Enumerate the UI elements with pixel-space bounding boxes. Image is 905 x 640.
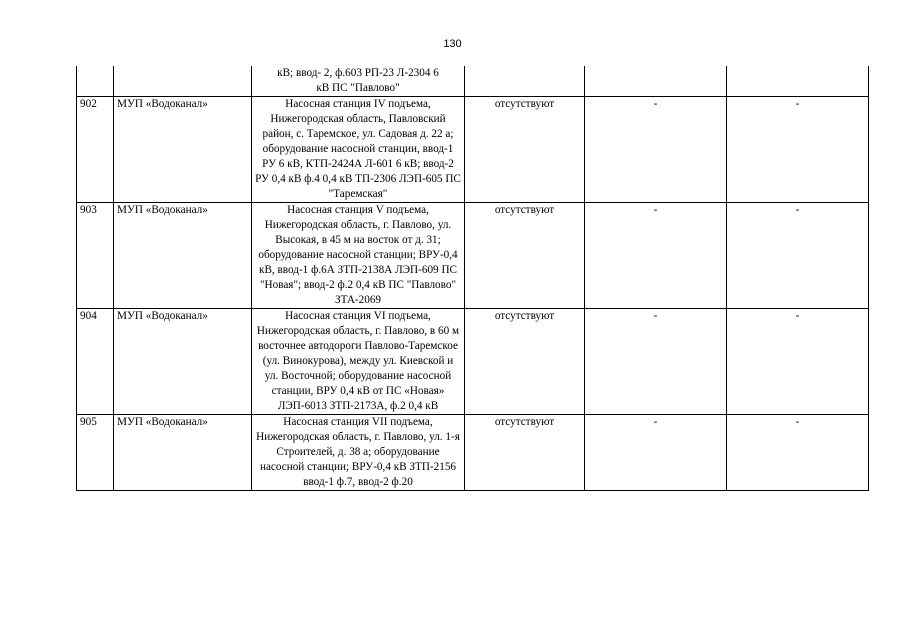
page-number: 130 (443, 38, 462, 50)
cell-num: 902 (77, 97, 114, 203)
cell-status (465, 66, 585, 97)
cell-col6: - (727, 309, 869, 415)
table-row (77, 309, 869, 415)
cell-col6 (727, 66, 869, 97)
registry-table (76, 66, 869, 491)
table-row (77, 415, 869, 491)
cell-org: МУП «Водоканал» (114, 415, 252, 491)
table-row (77, 97, 869, 203)
cell-org: МУП «Водоканал» (114, 309, 252, 415)
cell-org: МУП «Водоканал» (114, 203, 252, 309)
cell-status: отсутствуют (465, 97, 585, 203)
cell-num: 905 (77, 415, 114, 491)
cell-col6: - (727, 203, 869, 309)
cell-col6: - (727, 415, 869, 491)
cell-status: отсутствуют (465, 203, 585, 309)
cell-num (77, 66, 114, 97)
cell-description: Насосная станция VI подъема, Нижегородская область, г. Павлово, в 60 м восточнее автодороги Павлово-Таремское (ул. Винокурова), между ул. Киевской и ул. Восточной; оборудование насосной станции, ВРУ 0,4 кВ от ПС «Новая» ЛЭП-6013 ЗТП-2173А, ф.2 0,4 кВ (252, 309, 465, 415)
cell-col6: - (727, 97, 869, 203)
cell-col5 (585, 66, 727, 97)
cell-description: кВ; ввод- 2, ф.603 РП-23 Л-2304 6 кВ ПС "Павлово" (252, 66, 465, 97)
cell-status: отсутствуют (465, 415, 585, 491)
cell-org (114, 66, 252, 97)
cell-description: Насосная станция V подъема, Нижегородская область, г. Павлово, ул. Высокая, в 45 м на восток от д. 31; оборудование насосной станции; ВРУ-0,4 кВ, ввод-1 ф.6А ЗТП-2138А ЛЭП-609 ПС "Новая"; ввод-2 ф.2 0,4 кВ ПС "Павлово" ЗТА-2069 (252, 203, 465, 309)
table-row (77, 203, 869, 309)
cell-status: отсутствуют (465, 309, 585, 415)
cell-num: 904 (77, 309, 114, 415)
cell-org: МУП «Водоканал» (114, 97, 252, 203)
cell-col5: - (585, 97, 727, 203)
cell-num: 903 (77, 203, 114, 309)
cell-description: Насосная станция IV подъема, Нижегородская область, Павловский район, с. Таремское, ул. Садовая д. 22 а; оборудование насосной станции, ввод-1 РУ 6 кВ, КТП-2424А Л-601 6 кВ; ввод-2 РУ 0,4 кВ ф.4 0,4 кВ ТП-2306 ЛЭП-605 ПС "Таремская" (252, 97, 465, 203)
cell-col5: - (585, 415, 727, 491)
cell-description: Насосная станция VII подъема, Нижегородская область, г. Павлово, ул. 1-я Строителей, д. 38 а; оборудование насосной станции; ВРУ-0,4 кВ ЗТП-2156 ввод-1 ф.7, ввод-2 ф.20 (252, 415, 465, 491)
table-row-continuation (77, 66, 869, 97)
cell-col5: - (585, 203, 727, 309)
cell-col5: - (585, 309, 727, 415)
